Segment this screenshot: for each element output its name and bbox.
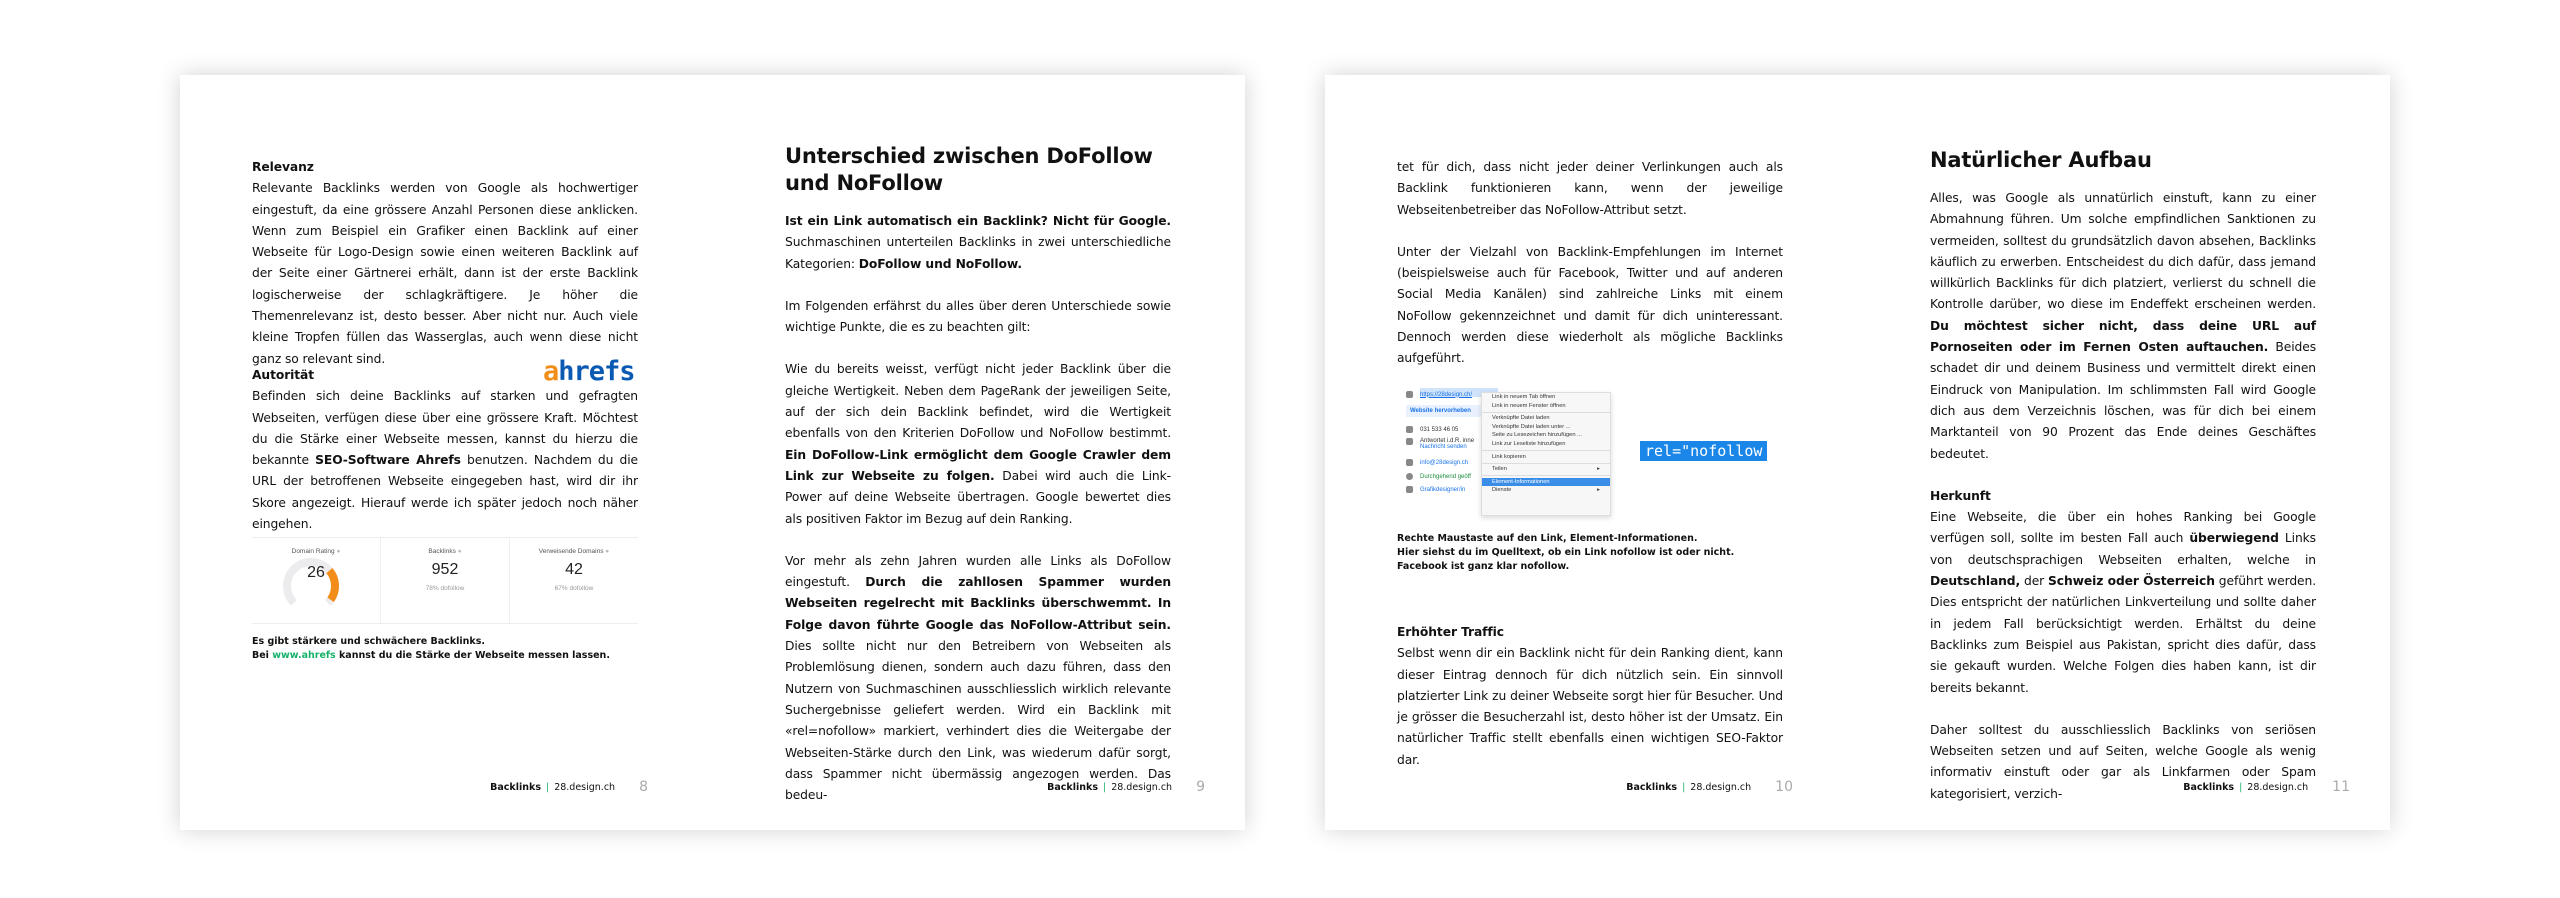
info-icon: ●: [336, 548, 341, 555]
paragraph: Unter der Vielzahl von Backlink-Empfehlungen im Internet (beispielsweise auch für Facebook, Twitter und auf anderen Social Media Kanälen) sind zahlreiche Links mit einem NoFollow gekennzeichnet und damit für dich uninteressant. Dennoch werden diese wiederholt als mögliche Backlinks aufgeführt.: [1397, 244, 1783, 366]
mail-icon: [1406, 459, 1413, 466]
page-10: [1325, 75, 1857, 830]
context-menu-item[interactable]: Verknüpfte Datei laden unter ...: [1492, 423, 1571, 430]
globe-icon: [1406, 391, 1413, 398]
page-heading: Natürlicher Aufbau: [1930, 148, 2152, 172]
traffic-text: Selbst wenn dir ein Backlink nicht für dein Ranking dient, kann dieser Eintrag dennoch für dich nützlich sein. Ein sinnvoll platzierter Link zu deiner Webseite sorgt hier für Besucher. Und je grösser die Besucherzahl ist, desto höher ist der Umsatz. Ein natürlicher Traffic stellt ebenfalls einen wichtigen SEO-Faktor dar.: [1397, 646, 1783, 767]
traffic-heading: Erhöhter Traffic: [1397, 625, 1504, 639]
menu-separator: [1482, 475, 1610, 476]
paragraph: Daher solltest du ausschliesslich Backlinks von seriösen Webseiten setzen und auf Seiten, welche Google als wenig informativ einstuft oder gar als Linkfarmen oder Spam kategorisiert, verzich-: [1930, 722, 2316, 801]
stat-value: 26: [307, 564, 325, 581]
page-8: [180, 75, 712, 830]
folder-icon: [1406, 486, 1413, 493]
page-number: 10: [1775, 779, 1793, 795]
menu-separator: [1482, 463, 1610, 464]
relevanz-text: Relevante Backlinks werden von Google als hochwertiger eingestuft, da eine grössere Anzahl Personen diese anklicken. Wenn zum Beispiel ein Grafiker einen Backlink auf einer Webseite für Logo-Design sowie einen weiteren Backlink auf der Seite einer Gärtnerei erhält, dann ist der erste Backlink logischerweise der schlagkräftigere. Je höher die Themenrelevanz ist, desto besser. Aber nicht nur. Auch viele kleine Tropfen füllen das Wasserglas, auch wenn diese nicht ganz so relevant sind.: [252, 181, 638, 366]
stat-backlinks: [380, 538, 509, 623]
page-number: 11: [2332, 779, 2350, 795]
stat-label: Verweisende Domains ●: [538, 548, 610, 555]
herkunft-heading: Herkunft: [1930, 488, 1991, 503]
ahrefs-stats-panel: [252, 537, 638, 624]
rel-nofollow-code: rel="nofollow: [1640, 441, 1767, 461]
stat-referring-domains: [509, 538, 638, 623]
menu-separator: [1482, 412, 1610, 413]
paragraph: tet für dich, dass nicht jeder deiner Verlinkungen auch als Backlink funktionieren kann, wenn der jeweilige Webseitenbetreiber das NoFollow-Attribut setzt.: [1397, 160, 1783, 217]
page-9: [713, 75, 1245, 830]
context-menu-item[interactable]: Seite zu Lesezeichen hinzufügen ...: [1492, 432, 1582, 439]
autoritaet-heading: Autorität: [252, 368, 315, 382]
ahrefs-link[interactable]: www.ahrefs: [272, 650, 336, 661]
stat-label: Domain Rating ●: [291, 548, 341, 555]
highlight-website-button: Website hervorheben: [1406, 405, 1486, 417]
paragraph: Alles, was Google als unnatürlich einstuft, kann zu einer Abmahnung führen. Um solche empfindlichen Sanktionen zu vermeiden, solltest du grundsätzlich davon absehen, Backlinks käuflich zu erwerben. Entscheidest du dich dafür, dass jemand willkürlich Backlinks für dich platziert, verlierst du schnell die Kontrolle darüber, wo diese im Endeffekt erscheinen werden. Du möchtest sicher nicht, dass deine URL auf Pornoseiten oder im Fernen Osten auftauchen. Beides schadet dir und deinem Business und vermittelt direkt einen Eindruck von Manipulation. Im schlimmsten Fall wird Google dich aus dem Verzeichnis löschen, was für dich bei einem Marktanteil von 90 Prozent das Ende deines Geschäftes bedeutet.: [1930, 191, 2317, 461]
info-icon: ●: [457, 548, 462, 555]
stat-value: 42: [565, 561, 583, 578]
page-footer: Backlinks | 28.design.ch 10: [1626, 779, 1793, 795]
stat-sub: 67% dofollow: [554, 585, 594, 592]
ahrefs-logo: ahrefs: [543, 356, 635, 387]
context-menu-item[interactable]: Link in neuem Fenster öffnen: [1492, 402, 1566, 409]
message-icon: [1406, 438, 1413, 445]
section-relevanz: [252, 157, 638, 370]
page-11: [1858, 75, 2390, 830]
paragraph: Im Folgenden erfährst du alles über deren Unterschiede sowie wichtige Punkte, die es zu beachten gilt:: [785, 298, 1171, 335]
clock-icon: [1406, 473, 1413, 480]
page-footer: Backlinks | 28.design.ch 8: [490, 779, 648, 795]
page-number: 8: [639, 779, 648, 795]
context-menu-item[interactable]: Link zur Leseliste hinzufügen: [1492, 440, 1566, 447]
section-natuerlicher-aufbau: [1930, 147, 2316, 805]
page-number: 9: [1196, 779, 1205, 795]
context-menu-item[interactable]: Verknüpfte Datei laden: [1492, 415, 1550, 422]
paragraph: Wie du bereits weisst, verfügt nicht jeder Backlink über die gleiche Wertigkeit. Neben dem PageRank der jeweiligen Seite, auf der sich dein Backlink befindet, wird die Wertigkeit ebenfalls von den Kriterien DoFollow und NoFollow bestimmt. Ein DoFollow-Link ermöglicht dem Google Crawler dem Link zur Webseite zu folgen. Dabei wird auch die Link-Power auf deine Webseite übertragen. Google bewertet dies als positiven Faktor im Bezug auf dein Ranking.: [785, 362, 1171, 526]
context-menu-item[interactable]: Link kopieren: [1492, 453, 1526, 460]
autoritaet-text: Befinden sich deine Backlinks auf starken und gefragten Webseiten, verfügen diese über eine grössere Kraft. Möchtest du die Stärke einer Webseite messen, kannst du hierzu die bekannte SEO-Software Ahrefs benutzen. Nachdem du die URL der betroffenen Webseite eingegeben hast, wird dir ihr Skore angezeigt. Hierauf werde ich später jedoch noch näher eingehen.: [252, 389, 638, 532]
stat-sub: 78% dofollow: [425, 585, 465, 592]
info-icon: ●: [605, 548, 610, 555]
section-traffic: [1397, 622, 1783, 771]
page-heading: Unterschied zwischen DoFollow und NoFollow: [785, 144, 1153, 195]
stat-label: Backlinks ●: [428, 548, 462, 555]
menu-separator: [1482, 450, 1610, 451]
context-menu: [1481, 392, 1611, 516]
stat-value: 952: [431, 561, 459, 578]
submenu-arrow-icon: ▸: [1597, 466, 1600, 473]
submenu-arrow-icon: ▸: [1597, 487, 1600, 494]
page-footer: Backlinks | 28.design.ch 11: [2183, 779, 2350, 795]
section-dofollow-nofollow: [785, 143, 1171, 806]
context-menu-item[interactable]: Teilen ▸: [1492, 466, 1600, 473]
spread-pages-8-9: [180, 75, 1245, 830]
context-menu-item[interactable]: Dienste ▸: [1492, 487, 1600, 494]
context-menu-screenshot: https://28design.ch/ Website hervorheben 031 533 46 05 Antwortet i.d.R. inne Nachricht senden info@28design.ch Durchgehend geöff Grafikdesigner/in Link in neuem Tab öffnen Link in neuem Fenster öffnen Verknüpfte Datei laden Verknüpfte Datei laden unter ... Seite zu Lesezeichen hinzufügen ... Link zur Leseliste hinzufügen Link kopieren Teilen ▸ Element-Informationen Dienste ▸: [1400, 385, 1610, 515]
context-menu-item[interactable]: Link in neuem Tab öffnen: [1492, 394, 1556, 400]
stat-domain-rating: [252, 538, 380, 623]
paragraph: Ist ein Link automatisch ein Backlink? Nicht für Google. Suchmaschinen unterteilen Backlinks in zwei unterschiedliche Kategorien: DoFollow und NoFollow.: [785, 214, 1171, 271]
paragraph: Eine Webseite, die über ein hohes Ranking bei Google verfügen soll, sollte im besten Fall auch überwiegend Links von deutschsprachigen Webseiten erhalten, welche in Deutschland, der Schweiz oder Österreich geführt werden. Dies entspricht der natürlichen Linkverteilung und sollte daher in jedem Fall berücksichtigt werden. Erhältst du deine Backlinks zum Beispiel aus Pakistan, spricht dies dafür, dass sie gekauft wurden. Welche Folgen dies haben kann, ist dir bereits bekannt.: [1930, 510, 2317, 695]
context-menu-item[interactable]: Element-Informationen: [1482, 478, 1610, 487]
section-autoritaet: [252, 365, 638, 535]
section-nofollow-continued: [1397, 157, 1783, 370]
paragraph: Vor mehr als zehn Jahren wurden alle Links als DoFollow eingestuft. Durch die zahllosen Spammer wurden Webseiten regelrecht mit Backlinks überschwemmt. In Folge davon führte Google das NoFollow-Attribut sein. Dies sollte nicht nur den Betreibern von Webseiten als Problemlösung dienen, sondern auch dazu führen, dass den Nutzern von Suchmaschinen ausschliesslich wirklich relevante Suchergebnisse geliefert werden. Wird ein Backlink mit «rel=nofollow» markiert, verhindert dies die Weitergabe der Webseiten-Stärke durch den Link, was wiederum dafür sorgt, dass Spammer nicht übermässig angezogen werden. Das bedeu-: [785, 553, 1171, 803]
ahrefs-caption: Es gibt stärkere und schwächere Backlinks. Bei www.ahrefs kannst du die Stärke der Webseite messen lassen.: [252, 636, 610, 661]
screenshot-caption: Rechte Maustaste auf den Link, Element-Informationen. Hier siehst du im Quelltext, ob ein Link nofollow ist oder nicht. Facebook ist ganz klar nofollow.: [1397, 533, 1735, 572]
spread-pages-10-11: [1325, 75, 2390, 830]
page-footer: Backlinks | 28.design.ch 9: [1047, 779, 1205, 795]
phone-icon: [1406, 426, 1413, 433]
relevanz-heading: Relevanz: [252, 160, 314, 174]
